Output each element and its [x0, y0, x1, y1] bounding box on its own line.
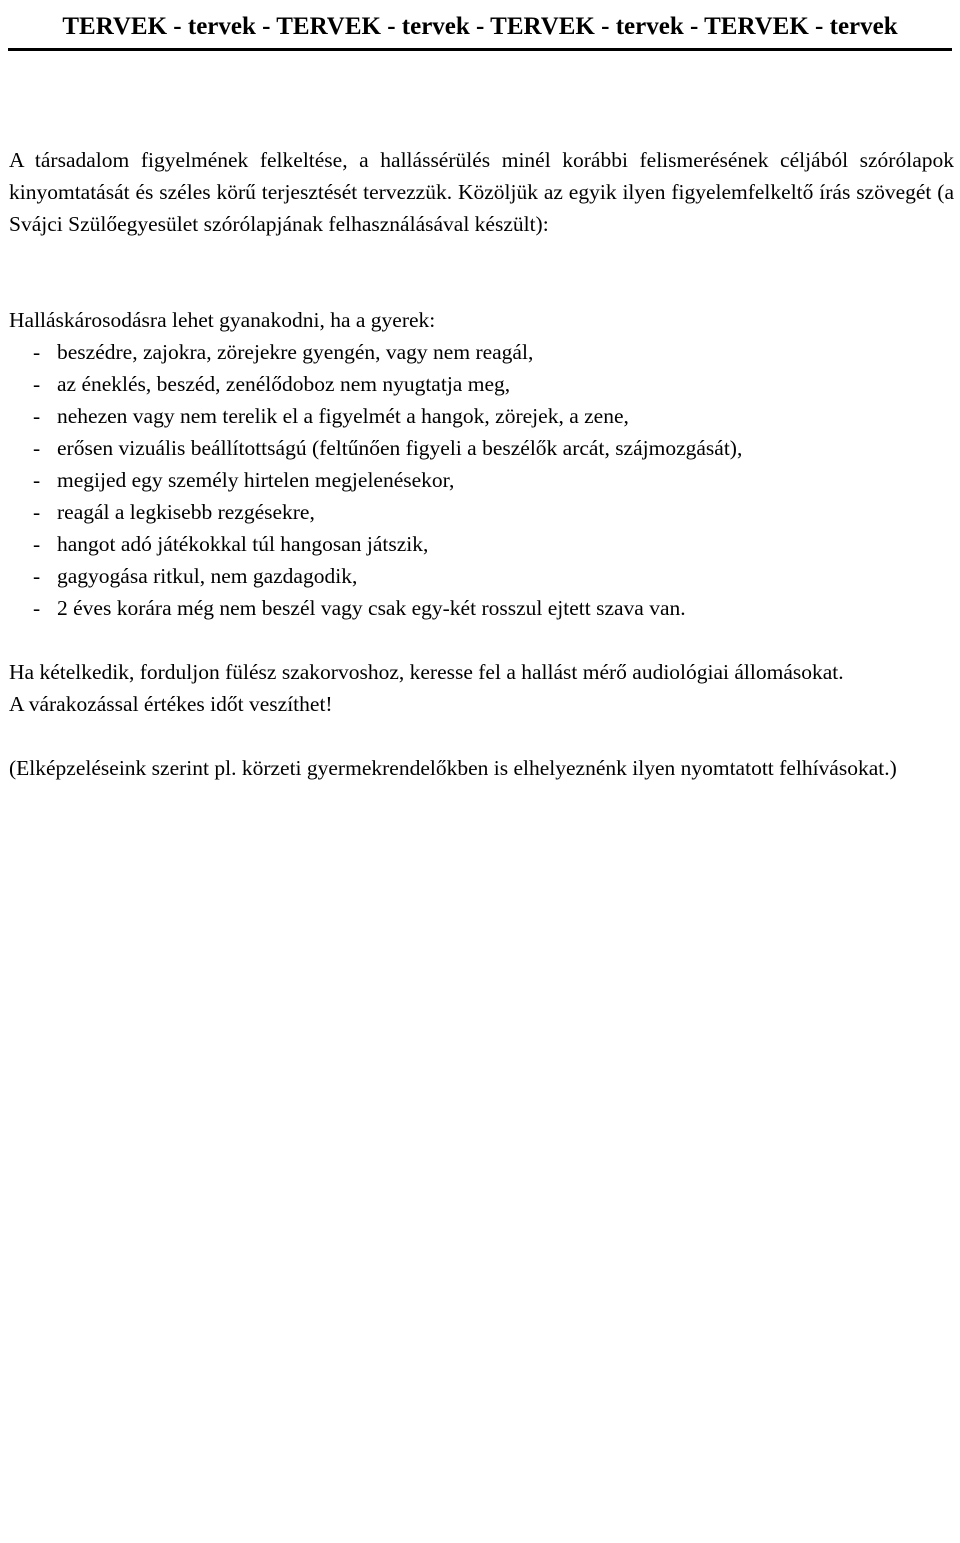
list-dash: -: [33, 532, 41, 556]
list-item: [9, 560, 954, 592]
list-item-text: az éneklés, beszéd, zenélődoboz nem nyugtatja meg,: [57, 372, 511, 396]
advice-paragraph: Ha kételkedik, forduljon fülész szakorvoshoz, keresse fel a hallást mérő audiológiai állomásokat.: [9, 660, 844, 684]
intro-paragraph: A társadalom figyelmének felkeltése, a hallássérülés minél korábbi felismerésének céljából szórólapok kinyomtatását és széles körű terjesztését tervezzük. Közöljük az egyik ilyen figyelemfelkeltő írás szövegét (a Svájci Szülőegyesület szórólapjának felhasználásával készült):: [9, 148, 954, 236]
list-item-text: beszédre, zajokra, zörejekre gyengén, vagy nem reagál,: [57, 340, 534, 364]
spacer: [9, 240, 954, 304]
header-title: TERVEK - tervek - TERVEK - tervek - TERVEK - tervek - TERVEK - tervek: [62, 13, 898, 40]
list-item-text: gagyogása ritkul, nem gazdagodik,: [57, 564, 358, 588]
list-item-text: erősen vizuális beállítottságú (feltűnően figyeli a beszélők arcát, szájmozgását),: [57, 436, 743, 460]
document-body: [9, 144, 954, 784]
warning-line: A várakozással értékes időt veszíthet!: [9, 692, 333, 716]
list-item-text: 2 éves korára még nem beszél vagy csak egy-két rosszul ejtett szava van.: [57, 596, 686, 620]
list-item-text: nehezen vagy nem terelik el a figyelmét a hangok, zörejek, a zene,: [57, 404, 629, 428]
list-item: [9, 336, 954, 368]
list-dash: -: [33, 340, 41, 364]
symptom-list: [9, 336, 954, 624]
list-dash: -: [33, 436, 41, 460]
list-item: [9, 432, 954, 464]
closing-paragraph: (Elképzeléseink szerint pl. körzeti gyermekrendelőkben is elhelyeznénk ilyen nyomtatott felhívásokat.): [9, 756, 897, 780]
list-item: [9, 400, 954, 432]
list-item-text: megijed egy személy hirtelen megjelenésekor,: [57, 468, 455, 492]
list-item: [9, 592, 954, 624]
list-dash: -: [33, 500, 41, 524]
flyer-lead: Halláskárosodásra lehet gyanakodni, ha a gyerek:: [9, 308, 436, 332]
list-item-text: hangot adó játékokkal túl hangosan játszik,: [57, 532, 429, 556]
list-item: [9, 528, 954, 560]
list-dash: -: [33, 596, 41, 620]
list-item: [9, 368, 954, 400]
list-dash: -: [33, 404, 41, 428]
spacer: [9, 720, 954, 752]
list-item-text: reagál a legkisebb rezgésekre,: [57, 500, 315, 524]
list-item: [9, 464, 954, 496]
list-dash: -: [33, 564, 41, 588]
list-dash: -: [33, 372, 41, 396]
list-dash: -: [33, 468, 41, 492]
spacer: [9, 624, 954, 656]
list-item: [9, 496, 954, 528]
page-header: [8, 10, 952, 51]
